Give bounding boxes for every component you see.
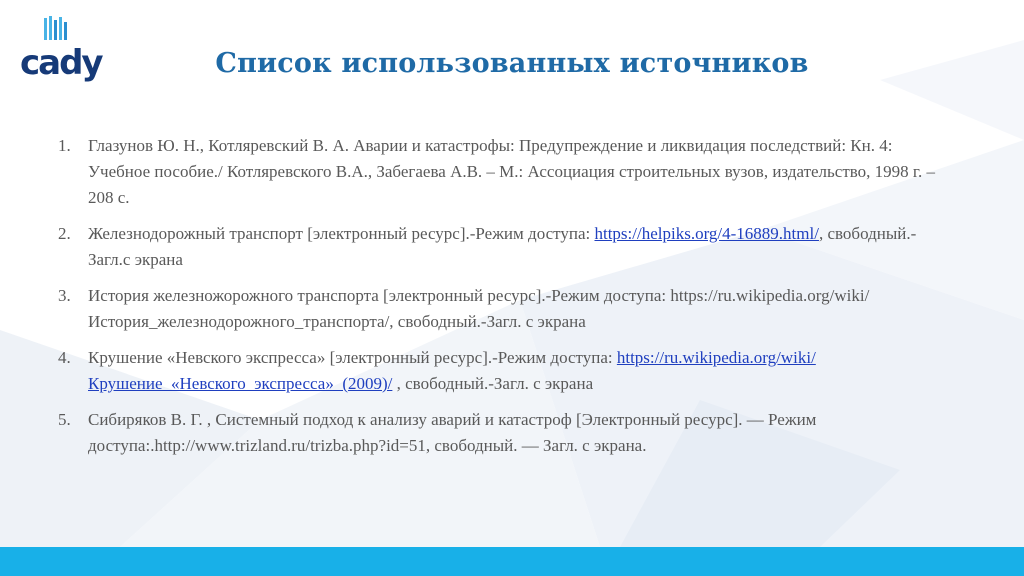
reference-text: Глазунов Ю. Н., Котляревский В. А. Аварии и катастрофы: Предупреждение и ликвидация последствий: Кн. 4: Учебное пособие./ Котляревского В.А., Забегаева А.В. – М.: Ассоциация строительных вузов, издательство, 1998 г. – 208 с. (88, 136, 935, 207)
reference-item-1 (56, 133, 956, 211)
reference-text: Сибиряков В. Г. , Системный подход к анализу аварий и катастроф [Электронный ресурс]. — Режим доступа:.http://www.trizland.ru/trizba.php?id=51, свободный. — Загл. с экрана. (88, 410, 817, 455)
footer-band (0, 547, 1024, 576)
reference-item-3 (56, 283, 956, 335)
reference-number: 2. (58, 224, 71, 243)
reference-number: 1. (58, 136, 71, 155)
brand-logo-text: cady (20, 43, 102, 83)
reference-number: 5. (58, 410, 71, 429)
reference-number: 4. (58, 348, 71, 367)
reference-list (56, 133, 956, 469)
reference-text-tail: , свободный.-Загл. с экрана (392, 374, 594, 393)
reference-link[interactable]: https://ru.wikipedia.org/wiki/Крушение_«Невского_экспресса»_(2009)/ (88, 348, 816, 393)
reference-item-5 (56, 407, 956, 459)
page-title: Список использованных источников (215, 48, 809, 79)
reference-text: Железнодорожный транспорт [электронный ресурс].-Режим доступа: (88, 224, 595, 243)
reference-item-4 (56, 345, 956, 397)
reference-link[interactable]: https://helpiks.org/4-16889.html/ (594, 224, 819, 243)
reference-text: Крушение «Невского экспресса» [электронный ресурс].-Режим доступа: (88, 348, 617, 367)
reference-text: История железножорожного транспорта [электронный ресурс].-Режим доступа: https://ru.wikipedia.org/wiki/История_железнодорожного_транспорта/, свободный.-Загл. с экрана (88, 286, 870, 331)
reference-item-2 (56, 221, 956, 273)
reference-text-tail: , свободный.- Загл.с экрана (88, 224, 917, 269)
reference-number: 3. (58, 286, 71, 305)
